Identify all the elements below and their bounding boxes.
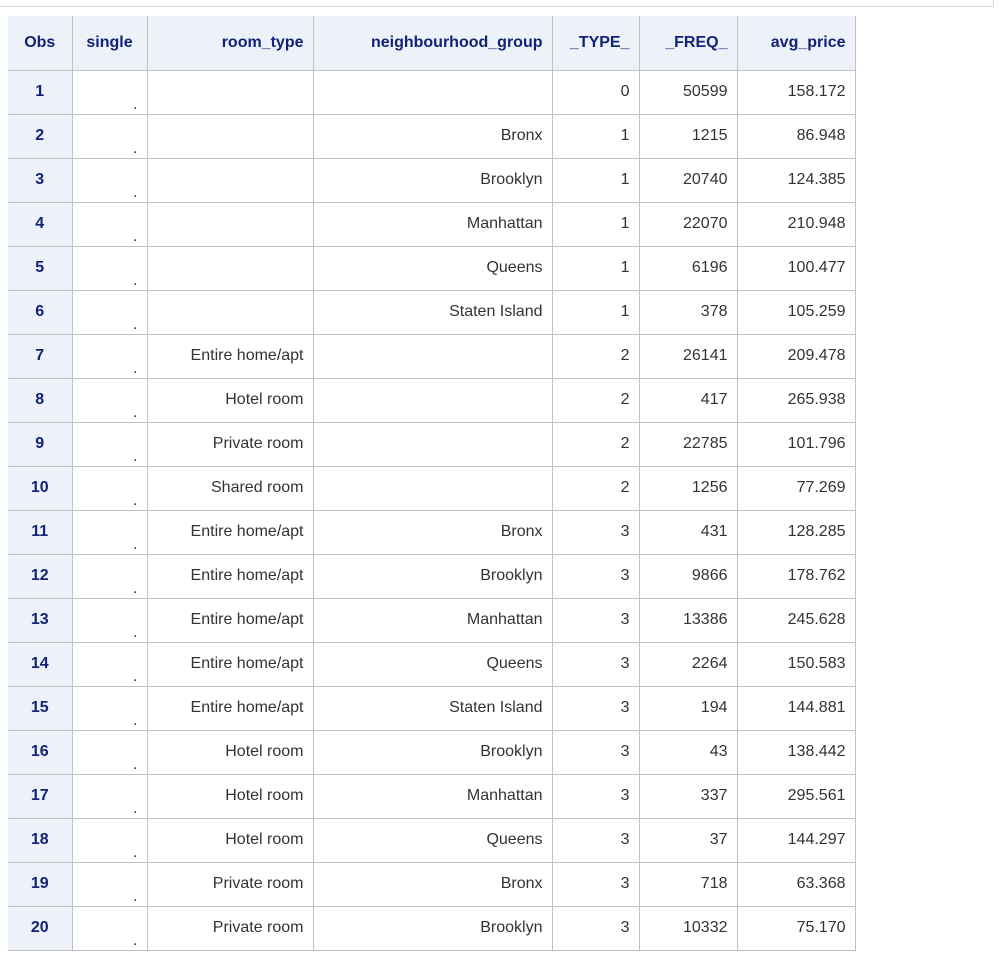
single-cell: . <box>72 642 147 686</box>
neighbourhood-group-cell <box>313 422 552 466</box>
obs-cell: 4 <box>8 202 72 246</box>
single-cell: . <box>72 290 147 334</box>
freq-cell: 194 <box>639 686 737 730</box>
avg-price-cell: 144.297 <box>737 818 855 862</box>
room-type-cell <box>147 246 313 290</box>
type-cell: 3 <box>552 730 639 774</box>
single-cell: . <box>72 70 147 114</box>
avg-price-cell: 158.172 <box>737 70 855 114</box>
avg-price-cell: 63.368 <box>737 862 855 906</box>
table-row <box>8 202 855 246</box>
single-cell: . <box>72 818 147 862</box>
type-cell: 2 <box>552 422 639 466</box>
avg-price-cell: 124.385 <box>737 158 855 202</box>
freq-cell: 22070 <box>639 202 737 246</box>
room-type-cell: Hotel room <box>147 378 313 422</box>
type-cell: 3 <box>552 906 639 950</box>
table-header-row <box>8 16 855 70</box>
type-cell: 3 <box>552 818 639 862</box>
room-type-cell: Entire home/apt <box>147 334 313 378</box>
obs-cell: 9 <box>8 422 72 466</box>
column-header-type: _TYPE_ <box>552 16 639 70</box>
column-header-obs: Obs <box>8 16 72 70</box>
type-cell: 0 <box>552 70 639 114</box>
avg-price-cell: 150.583 <box>737 642 855 686</box>
avg-price-cell: 138.442 <box>737 730 855 774</box>
room-type-cell: Hotel room <box>147 730 313 774</box>
type-cell: 3 <box>552 598 639 642</box>
obs-cell: 6 <box>8 290 72 334</box>
freq-cell: 20740 <box>639 158 737 202</box>
avg-price-cell: 210.948 <box>737 202 855 246</box>
type-cell: 1 <box>552 290 639 334</box>
room-type-cell <box>147 114 313 158</box>
room-type-cell: Entire home/apt <box>147 686 313 730</box>
obs-cell: 10 <box>8 466 72 510</box>
neighbourhood-group-cell <box>313 466 552 510</box>
freq-cell: 337 <box>639 774 737 818</box>
table-row <box>8 114 855 158</box>
single-cell: . <box>72 554 147 598</box>
room-type-cell: Hotel room <box>147 774 313 818</box>
single-cell: . <box>72 510 147 554</box>
freq-cell: 6196 <box>639 246 737 290</box>
freq-cell: 13386 <box>639 598 737 642</box>
obs-cell: 15 <box>8 686 72 730</box>
room-type-cell: Entire home/apt <box>147 554 313 598</box>
avg-price-cell: 178.762 <box>737 554 855 598</box>
table-row <box>8 598 855 642</box>
table-row <box>8 422 855 466</box>
single-cell: . <box>72 422 147 466</box>
table-row <box>8 378 855 422</box>
avg-price-cell: 101.796 <box>737 422 855 466</box>
avg-price-cell: 245.628 <box>737 598 855 642</box>
neighbourhood-group-cell: Manhattan <box>313 202 552 246</box>
avg-price-cell: 86.948 <box>737 114 855 158</box>
neighbourhood-group-cell: Queens <box>313 818 552 862</box>
freq-cell: 1256 <box>639 466 737 510</box>
table-row <box>8 906 855 950</box>
room-type-cell <box>147 290 313 334</box>
avg-price-cell: 100.477 <box>737 246 855 290</box>
freq-cell: 431 <box>639 510 737 554</box>
room-type-cell: Private room <box>147 422 313 466</box>
obs-cell: 1 <box>8 70 72 114</box>
avg-price-cell: 209.478 <box>737 334 855 378</box>
results-table <box>8 16 856 951</box>
top-panel-edge <box>0 0 994 7</box>
neighbourhood-group-cell <box>313 378 552 422</box>
freq-cell: 718 <box>639 862 737 906</box>
neighbourhood-group-cell <box>313 334 552 378</box>
single-cell: . <box>72 378 147 422</box>
obs-cell: 20 <box>8 906 72 950</box>
type-cell: 3 <box>552 686 639 730</box>
room-type-cell <box>147 70 313 114</box>
neighbourhood-group-cell: Staten Island <box>313 686 552 730</box>
avg-price-cell: 105.259 <box>737 290 855 334</box>
single-cell: . <box>72 862 147 906</box>
obs-cell: 19 <box>8 862 72 906</box>
type-cell: 1 <box>552 246 639 290</box>
neighbourhood-group-cell: Bronx <box>313 510 552 554</box>
obs-cell: 18 <box>8 818 72 862</box>
freq-cell: 2264 <box>639 642 737 686</box>
obs-cell: 2 <box>8 114 72 158</box>
table-row <box>8 510 855 554</box>
room-type-cell: Entire home/apt <box>147 598 313 642</box>
neighbourhood-group-cell: Brooklyn <box>313 730 552 774</box>
type-cell: 2 <box>552 378 639 422</box>
freq-cell: 50599 <box>639 70 737 114</box>
type-cell: 3 <box>552 642 639 686</box>
avg-price-cell: 75.170 <box>737 906 855 950</box>
room-type-cell <box>147 158 313 202</box>
table-row <box>8 158 855 202</box>
neighbourhood-group-cell: Bronx <box>313 114 552 158</box>
single-cell: . <box>72 774 147 818</box>
obs-cell: 12 <box>8 554 72 598</box>
single-cell: . <box>72 598 147 642</box>
freq-cell: 417 <box>639 378 737 422</box>
table-row <box>8 246 855 290</box>
neighbourhood-group-cell: Queens <box>313 642 552 686</box>
table-row <box>8 554 855 598</box>
type-cell: 2 <box>552 334 639 378</box>
neighbourhood-group-cell: Staten Island <box>313 290 552 334</box>
room-type-cell: Private room <box>147 906 313 950</box>
table-row <box>8 70 855 114</box>
single-cell: . <box>72 202 147 246</box>
obs-cell: 13 <box>8 598 72 642</box>
single-cell: . <box>72 686 147 730</box>
room-type-cell <box>147 202 313 246</box>
table-row <box>8 290 855 334</box>
single-cell: . <box>72 114 147 158</box>
avg-price-cell: 128.285 <box>737 510 855 554</box>
table-row <box>8 686 855 730</box>
table-row <box>8 466 855 510</box>
obs-cell: 14 <box>8 642 72 686</box>
neighbourhood-group-cell: Brooklyn <box>313 906 552 950</box>
column-header-single: single <box>72 16 147 70</box>
table-body <box>8 70 855 950</box>
freq-cell: 26141 <box>639 334 737 378</box>
freq-cell: 9866 <box>639 554 737 598</box>
avg-price-cell: 144.881 <box>737 686 855 730</box>
column-header-freq: _FREQ_ <box>639 16 737 70</box>
freq-cell: 378 <box>639 290 737 334</box>
single-cell: . <box>72 466 147 510</box>
table-row <box>8 862 855 906</box>
obs-cell: 8 <box>8 378 72 422</box>
obs-cell: 17 <box>8 774 72 818</box>
single-cell: . <box>72 158 147 202</box>
table-row <box>8 774 855 818</box>
neighbourhood-group-cell: Manhattan <box>313 598 552 642</box>
freq-cell: 10332 <box>639 906 737 950</box>
type-cell: 3 <box>552 774 639 818</box>
type-cell: 1 <box>552 114 639 158</box>
single-cell: . <box>72 334 147 378</box>
freq-cell: 22785 <box>639 422 737 466</box>
room-type-cell: Hotel room <box>147 818 313 862</box>
type-cell: 1 <box>552 202 639 246</box>
obs-cell: 11 <box>8 510 72 554</box>
obs-cell: 5 <box>8 246 72 290</box>
single-cell: . <box>72 730 147 774</box>
freq-cell: 1215 <box>639 114 737 158</box>
neighbourhood-group-cell: Brooklyn <box>313 158 552 202</box>
obs-cell: 7 <box>8 334 72 378</box>
type-cell: 3 <box>552 554 639 598</box>
type-cell: 1 <box>552 158 639 202</box>
table-row <box>8 642 855 686</box>
room-type-cell: Entire home/apt <box>147 510 313 554</box>
column-header-room-type: room_type <box>147 16 313 70</box>
neighbourhood-group-cell <box>313 70 552 114</box>
obs-cell: 16 <box>8 730 72 774</box>
column-header-neighbourhood-group: neighbourhood_group <box>313 16 552 70</box>
neighbourhood-group-cell: Brooklyn <box>313 554 552 598</box>
avg-price-cell: 77.269 <box>737 466 855 510</box>
obs-cell: 3 <box>8 158 72 202</box>
table-row <box>8 730 855 774</box>
avg-price-cell: 295.561 <box>737 774 855 818</box>
freq-cell: 37 <box>639 818 737 862</box>
neighbourhood-group-cell: Manhattan <box>313 774 552 818</box>
type-cell: 3 <box>552 510 639 554</box>
single-cell: . <box>72 906 147 950</box>
single-cell: . <box>72 246 147 290</box>
column-header-avg-price: avg_price <box>737 16 855 70</box>
neighbourhood-group-cell: Bronx <box>313 862 552 906</box>
avg-price-cell: 265.938 <box>737 378 855 422</box>
table-row <box>8 818 855 862</box>
neighbourhood-group-cell: Queens <box>313 246 552 290</box>
room-type-cell: Shared room <box>147 466 313 510</box>
table-row <box>8 334 855 378</box>
type-cell: 2 <box>552 466 639 510</box>
type-cell: 3 <box>552 862 639 906</box>
freq-cell: 43 <box>639 730 737 774</box>
room-type-cell: Entire home/apt <box>147 642 313 686</box>
room-type-cell: Private room <box>147 862 313 906</box>
